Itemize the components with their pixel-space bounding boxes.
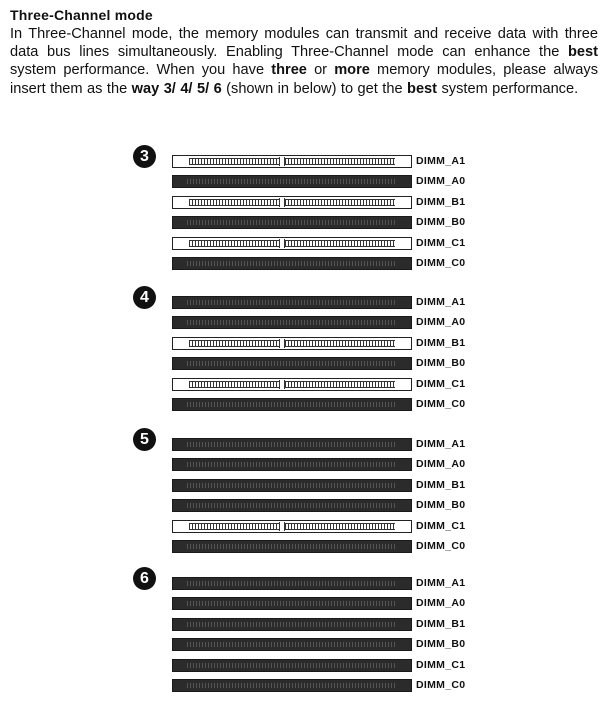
config-number-badge: 3: [133, 145, 156, 168]
body-text: system performance.: [437, 80, 579, 97]
slot-label: DIMM_A0: [416, 316, 466, 328]
slot-label: DIMM_A1: [416, 438, 466, 450]
installed-dimm-slot-dimm-b0: [172, 216, 412, 229]
empty-dimm-slot-dimm-a1: [172, 155, 412, 168]
emphasis-text: more: [334, 62, 370, 79]
dimm-config-3: [133, 145, 493, 275]
slot-label: DIMM_C0: [416, 540, 466, 552]
emphasis-text: best: [567, 44, 598, 61]
config-number-badge: 5: [133, 428, 156, 451]
slot-label: DIMM_B1: [416, 196, 466, 208]
empty-dimm-slot-dimm-c1: [172, 237, 412, 250]
config-number-badge: 4: [133, 286, 156, 309]
installed-dimm-slot-dimm-a1: [172, 438, 412, 451]
intro-paragraph: [10, 25, 598, 98]
installed-dimm-slot-dimm-c0: [172, 257, 412, 270]
slot-label: DIMM_B1: [416, 337, 466, 349]
slot-label: DIMM_C1: [416, 659, 466, 671]
installed-dimm-slot-dimm-a1: [172, 296, 412, 309]
installed-dimm-slot-dimm-a1: [172, 577, 412, 590]
body-text: or: [306, 62, 335, 79]
emphasis-text: way 3/ 4/ 5/ 6: [131, 80, 222, 97]
empty-dimm-slot-dimm-c1: [172, 520, 412, 533]
installed-dimm-slot-dimm-a0: [172, 597, 412, 610]
dimm-config-6: [133, 567, 493, 697]
installed-dimm-slot-dimm-b1: [172, 618, 412, 631]
slot-label: DIMM_C1: [416, 237, 466, 249]
body-text: In Three-Channel mode, the memory modules can transmit and receive data with three data bus lines simultaneously. Enabling Three-Channel mode can enhance the: [10, 26, 598, 61]
slot-label: DIMM_C1: [416, 378, 466, 390]
slot-label: DIMM_A0: [416, 597, 466, 609]
installed-dimm-slot-dimm-c0: [172, 679, 412, 692]
installed-dimm-slot-dimm-a0: [172, 316, 412, 329]
emphasis-text: best: [407, 80, 438, 97]
dimm-config-5: [133, 428, 493, 558]
body-text: (shown in below) to get the: [221, 80, 408, 97]
slot-label: DIMM_B0: [416, 638, 466, 650]
slot-label: DIMM_A0: [416, 458, 466, 470]
body-text: system performance. When you have: [10, 62, 272, 79]
installed-dimm-slot-dimm-c0: [172, 540, 412, 553]
installed-dimm-slot-dimm-c0: [172, 398, 412, 411]
empty-dimm-slot-dimm-b1: [172, 196, 412, 209]
installed-dimm-slot-dimm-b0: [172, 357, 412, 370]
installed-dimm-slot-dimm-b0: [172, 638, 412, 651]
slot-label: DIMM_A0: [416, 175, 466, 187]
slot-label: DIMM_A1: [416, 296, 466, 308]
dimm-config-4: [133, 286, 493, 416]
emphasis-text: three: [271, 62, 307, 79]
slot-label: DIMM_A1: [416, 577, 466, 589]
slot-label: DIMM_B0: [416, 357, 466, 369]
slot-label: DIMM_B1: [416, 479, 466, 491]
slot-label: DIMM_C0: [416, 257, 466, 269]
slot-label: DIMM_C0: [416, 679, 466, 691]
slot-label: DIMM_C0: [416, 398, 466, 410]
empty-dimm-slot-dimm-b1: [172, 337, 412, 350]
slot-label: DIMM_B1: [416, 618, 466, 630]
empty-dimm-slot-dimm-c1: [172, 378, 412, 391]
installed-dimm-slot-dimm-a0: [172, 458, 412, 471]
slot-label: DIMM_C1: [416, 520, 466, 532]
body-text: memory modules, please always insert them as the: [10, 62, 599, 97]
installed-dimm-slot-dimm-a0: [172, 175, 412, 188]
installed-dimm-slot-dimm-c1: [172, 659, 412, 672]
slot-label: DIMM_B0: [416, 499, 466, 511]
config-number-badge: 6: [133, 567, 156, 590]
installed-dimm-slot-dimm-b1: [172, 479, 412, 492]
installed-dimm-slot-dimm-b0: [172, 499, 412, 512]
section-heading: Three-Channel mode: [10, 7, 153, 23]
slot-label: DIMM_B0: [416, 216, 466, 228]
slot-label: DIMM_A1: [416, 155, 466, 167]
